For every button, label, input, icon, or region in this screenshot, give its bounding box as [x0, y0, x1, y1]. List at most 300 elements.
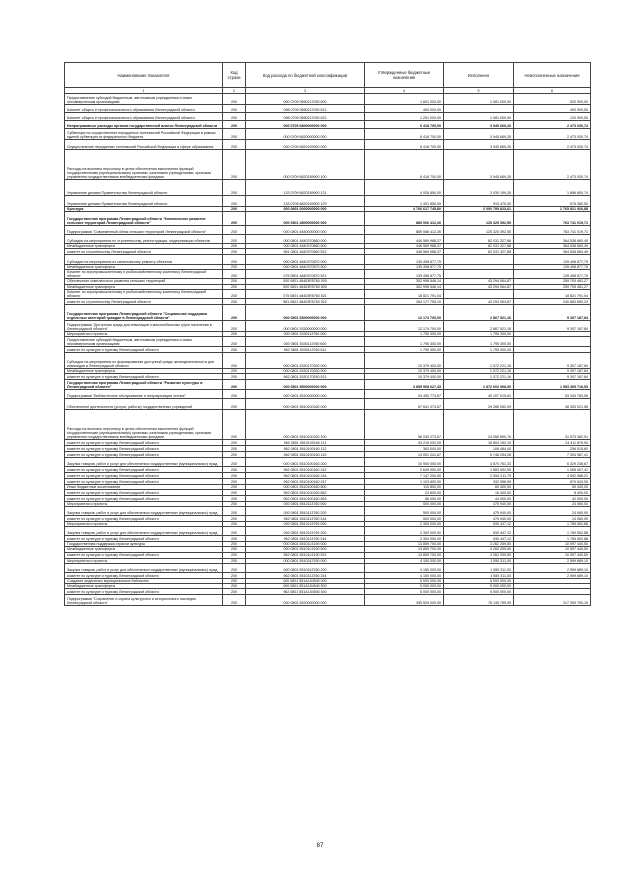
row-approved-amount: 4 766 617 745,80 — [365, 207, 444, 212]
row-line-code: 200 — [223, 352, 246, 368]
row-approved-amount: 1 103 800,00 — [365, 479, 444, 485]
row-approved-amount: 139 498 877,75 — [365, 265, 444, 270]
row-classification-code: 962 0801 5510100160 852 — [246, 490, 365, 496]
row-line-code: 200 — [223, 563, 246, 572]
row-line-code: 200 — [223, 485, 246, 490]
row-name: комитет по культуре и туризму Ленинградской области — [65, 446, 223, 452]
row-name: комитет по культуре и туризму Ленинградской области — [65, 552, 223, 558]
row-line-code: 200 — [223, 594, 246, 605]
row-classification-code: 962 0801 5510313760 244 — [246, 572, 365, 578]
row-unexecuted-amount: 4 592 988,21 — [514, 473, 591, 479]
row-line-code: 200 — [223, 207, 246, 212]
row-name: Подпрограмма "Библиотечное обслуживание и популяризация чтения" — [65, 390, 223, 399]
row-name: комитет по строительству Ленинградской области — [65, 298, 223, 304]
row-line-code: 200 — [223, 150, 246, 180]
table-row — [65, 105, 591, 113]
row-classification-code: 000 0801 0000000000 000 — [246, 207, 365, 212]
table-row — [65, 563, 591, 572]
row-classification-code: 075 0801 48403R5760 521 — [246, 289, 365, 298]
row-name: Комитет общего и профессионального образования Ленинградской области — [65, 105, 223, 113]
row-unexecuted-amount: 400 000,00 — [514, 105, 591, 113]
table-row — [65, 380, 591, 390]
row-approved-amount: 302 998 546,14 — [365, 279, 444, 284]
row-line-code: 200 — [223, 331, 246, 336]
row-line-code: 200 — [223, 129, 246, 140]
row-executed-amount: 106 484,40 — [444, 446, 514, 452]
row-name: Субсидии на мероприятия по строительству, реконструкции, модернизации объектов — [65, 235, 223, 244]
table-row — [65, 226, 591, 235]
row-line-code: 200 — [223, 298, 246, 304]
row-unexecuted-amount: 1 065 407,41 — [514, 467, 591, 473]
row-unexecuted-amount: 10 597 440,50 — [514, 542, 591, 547]
row-executed-amount: 475 940,00 — [444, 507, 514, 516]
row-unexecuted-amount: 9 307 187,84 — [514, 304, 591, 320]
row-approved-amount: 2 300 000,00 — [365, 536, 444, 542]
table-row — [65, 235, 591, 244]
row-line-code: 200 — [223, 527, 246, 536]
row-executed-amount: 1 550 311,00 — [444, 558, 514, 563]
row-line-code: 200 — [223, 572, 246, 578]
row-executed-amount: 4 570 761,33 — [444, 458, 514, 467]
row-executed-amount: 125 325 392,55 — [444, 212, 514, 226]
row-unexecuted-amount: 259 705 481,27 — [514, 279, 591, 284]
row-classification-code: 133 0709 6820159900 129 — [246, 196, 365, 207]
row-executed-amount: 1 081 000,00 — [444, 94, 514, 105]
row-classification-code: 000 0801 5500000000 000 — [246, 380, 365, 390]
row-unexecuted-amount: 2 599 689,10 — [514, 572, 591, 578]
table-row — [65, 94, 591, 105]
row-classification-code: 000 0709 0650213760 600 — [246, 94, 365, 105]
row-name: комитет по культуре и туризму Ленинградской области — [65, 346, 223, 352]
row-unexecuted-amount: 364 538 660,49 — [514, 249, 591, 255]
row-executed-amount: 475 940,00 — [444, 516, 514, 522]
row-executed-amount: 2 867 521,16 — [444, 320, 514, 331]
row-approved-amount: 6 418 700,00 — [365, 150, 444, 180]
row-name: Комитет по агропромышленному и рыбохозяйственному комплексу Ленинградской области — [65, 270, 223, 279]
row-classification-code: 000 0801 4840370870 500 — [246, 265, 365, 270]
row-name: Государственная поддержка отрасли культуры — [65, 542, 223, 547]
row-approved-amount: 500 000,00 — [365, 502, 444, 507]
row-unexecuted-amount: 139 498 877,75 — [514, 255, 591, 265]
row-unexecuted-amount: 120 000,00 — [514, 113, 591, 121]
row-line-code: 200 — [223, 588, 246, 594]
row-approved-amount: 500 000,00 — [365, 507, 444, 516]
row-approved-amount: 4 150 000,00 — [365, 572, 444, 578]
row-line-code: 200 — [223, 547, 246, 552]
row-classification-code: 000 0709 6820000000 000 — [246, 129, 365, 140]
row-classification-code: 000 0801 5510113760 000 — [246, 502, 365, 507]
row-line-code: 200 — [223, 374, 246, 380]
row-line-code: 200 — [223, 410, 246, 440]
table-row — [65, 121, 591, 129]
row-executed-amount: 530 447,12 — [444, 522, 514, 527]
table-row — [65, 336, 591, 346]
row-approved-amount: 1 795 300,00 — [365, 346, 444, 352]
row-name: Подпрограмма "Доступная среда для инвалидов и маломобильных групп населения в Ленинградской области" — [65, 320, 223, 331]
row-approved-amount: 1 601 000,00 — [365, 94, 444, 105]
row-classification-code: 962 0801 5330170930 521 — [246, 374, 365, 380]
table-row — [65, 150, 591, 180]
row-approved-amount: 5 000 000,00 — [365, 578, 444, 583]
row-classification-code: 000 0709 6800000000 000 — [246, 121, 365, 129]
row-unexecuted-amount: 576 380,00 — [514, 196, 591, 207]
row-classification-code: 000 0801 4840370860 500 — [246, 244, 365, 249]
row-executed-amount: 1 550 311,00 — [444, 572, 514, 578]
row-line-code: 200 — [223, 279, 246, 284]
row-name: Межбюджетные трансферты — [65, 547, 223, 552]
row-approved-amount: 10 900 000,00 — [365, 458, 444, 467]
row-classification-code: 962 0801 5510113760 244 — [246, 516, 365, 522]
row-approved-amount: 2 300 000,00 — [365, 522, 444, 527]
row-line-code: 200 — [223, 320, 246, 331]
row-name: Государственная программа Ленинградской области "Развитие культуры в Ленинградской области" — [65, 380, 223, 390]
row-unexecuted-amount: 24 060,00 — [514, 502, 591, 507]
row-line-code: 200 — [223, 496, 246, 502]
row-approved-amount: 7 147 200,00 — [365, 473, 444, 479]
row-name: Подпрограмма "Современный облик сельских территорий Ленинградской области" — [65, 226, 223, 235]
row-executed-amount: 18 804 152,10 — [444, 440, 514, 446]
row-unexecuted-amount: 2 599 689,10 — [514, 563, 591, 572]
row-unexecuted-amount: 8 400,00 — [514, 490, 591, 496]
row-unexecuted-amount — [514, 336, 591, 346]
row-name: Расходы на выплаты персоналу в целях обеспечения выполнения функций государственными (муниципальными) органами, казенными учреждениями, органами управления государственными внебюджетными фондами — [65, 150, 223, 180]
row-unexecuted-amount: 1 769 552,88 — [514, 536, 591, 542]
table-header — [65, 63, 591, 94]
row-classification-code: 000 0801 5510000000 000 — [246, 390, 365, 399]
row-line-code: 200 — [223, 516, 246, 522]
row-name: Создание модельных муниципальных библиотек — [65, 578, 223, 583]
row-approved-amount: 86 000,00 — [365, 496, 444, 502]
row-line-code: 200 — [223, 368, 246, 373]
row-unexecuted-amount: 139 498 877,75 — [514, 265, 591, 270]
row-name: Осуществление переданных полномочий Российской Федерации в сфере образования — [65, 140, 223, 150]
row-line-code: 200 — [223, 94, 246, 105]
row-name: комитет по культуре и туризму Ленинградской области — [65, 473, 223, 479]
row-approved-amount: 1 795 300,00 — [365, 336, 444, 346]
row-executed-amount: 3 945 669,26 — [444, 121, 514, 129]
row-unexecuted-amount: 763 741 019,71 — [514, 212, 591, 226]
row-line-code: 200 — [223, 536, 246, 542]
row-line-code: 200 — [223, 304, 246, 320]
row-line-code: 200 — [223, 558, 246, 563]
row-executed-amount: 82 031 327,88 — [444, 244, 514, 249]
row-line-code: 200 — [223, 507, 246, 516]
row-executed-amount: 5 746 254,26 — [444, 452, 514, 458]
row-executed-amount: 43 294 064,87 — [444, 298, 514, 304]
row-name: комитет по культуре и туризму Ленинградской области — [65, 479, 223, 485]
row-name: Субвенции на осуществление переданных полномочий Российской Федерации в рамках единой субвенции из федерального бюджета — [65, 129, 223, 140]
row-executed-amount: 3 945 669,26 — [444, 150, 514, 180]
row-classification-code: 962 0801 5510100160 853 — [246, 496, 365, 502]
row-executed-amount: 1 081 000,00 — [444, 113, 514, 121]
row-line-code: 200 — [223, 390, 246, 399]
table-row — [65, 390, 591, 399]
row-executed-amount — [444, 289, 514, 298]
budget-report-sheet — [64, 62, 590, 606]
column-number: 5 — [444, 88, 514, 94]
row-unexecuted-amount: 10 597 440,50 — [514, 547, 591, 552]
table-row — [65, 212, 591, 226]
table-row — [65, 320, 591, 331]
header-classification: Код расхода по бюджетной классификации — [246, 63, 365, 88]
row-unexecuted-amount: 364 538 660,49 — [514, 235, 591, 244]
row-executed-amount: 1 795 300,00 — [444, 346, 514, 352]
row-classification-code: 000 0801 5330113760 600 — [246, 336, 365, 346]
row-executed-amount: 5 000 000,00 — [444, 588, 514, 594]
column-number: 3 — [246, 88, 365, 94]
row-executed-amount: 78 135 799,05 — [444, 594, 514, 605]
row-classification-code: 962 0801 5510100160 111 — [246, 440, 365, 446]
page-number: 87 — [316, 843, 324, 849]
row-approved-amount: 4 926 850,00 — [365, 180, 444, 196]
budget-execution-table — [64, 62, 591, 606]
row-name: Управление делами Правительства Ленинградской области — [65, 196, 223, 207]
row-approved-amount: 10 379 400,00 — [365, 368, 444, 373]
row-approved-amount: 1 201 000,00 — [365, 113, 444, 121]
row-classification-code: 962 0801 5330113760 611 — [246, 346, 365, 352]
row-executed-amount: 475 940,00 — [444, 502, 514, 507]
row-approved-amount: 13 859 700,00 — [365, 547, 444, 552]
header-unexecuted: Неисполненные назначения — [514, 63, 591, 88]
row-unexecuted-amount: 18 821 791,04 — [514, 289, 591, 298]
row-executed-amount: 1 583 592,59 — [444, 467, 514, 473]
row-name: комитет по культуре и туризму Ленинградской области — [65, 490, 223, 496]
row-classification-code: 000 0801 5510313760 200 — [246, 563, 365, 572]
row-classification-code: 000 0801 4840370870 000 — [246, 255, 365, 265]
row-classification-code: 962 0801 5510100160 112 — [246, 446, 365, 452]
row-unexecuted-amount: 9 307 187,84 — [514, 320, 591, 331]
row-approved-amount: 10 379 400,00 — [365, 352, 444, 368]
row-classification-code: 000 0801 5510113790 200 — [246, 527, 365, 536]
row-name: Мероприятия и проекты — [65, 502, 223, 507]
row-name: Мероприятия и проекты — [65, 331, 223, 336]
row-name: Межбюджетные трансферты — [65, 265, 223, 270]
row-name: Расходы на выплаты персоналу в целях обеспечения выполнения функций государственными (муниципальными) органами, казенными учреждениями, органами управления государственными внебюджетными фондами — [65, 410, 223, 440]
row-approved-amount: 284 177 755,10 — [365, 298, 444, 304]
row-approved-amount: 2 649 000,00 — [365, 467, 444, 473]
table-row — [65, 527, 591, 536]
table-row — [65, 594, 591, 605]
row-line-code: 200 — [223, 479, 246, 485]
row-name: Закупка товаров, работ и услуг для обеспечения государственных (муниципальных) нужд — [65, 507, 223, 516]
row-executed-amount: 16 400,00 — [444, 490, 514, 496]
row-unexecuted-amount: 139 498 877,75 — [514, 270, 591, 279]
row-unexecuted-amount: 9 307 187,84 — [514, 352, 591, 368]
row-executed-amount: 3 262 259,50 — [444, 552, 514, 558]
row-executed-amount: 24 056 890,76 — [444, 410, 514, 440]
row-executed-amount: 432 956,95 — [444, 479, 514, 485]
row-approved-amount: 24 800,00 — [365, 490, 444, 496]
row-line-code: 200 — [223, 399, 246, 410]
row-executed-amount: 1 795 300,00 — [444, 336, 514, 346]
row-name: комитет по культуре и туризму Ленинградской области — [65, 374, 223, 380]
row-classification-code: 981 0801 48403R5760 522 — [246, 298, 365, 304]
row-line-code: 200 — [223, 105, 246, 113]
row-executed-amount: 1 072 221,16 — [444, 374, 514, 380]
row-classification-code: 000 0801 55101L5190 500 — [246, 547, 365, 552]
row-line-code: 200 — [223, 284, 246, 289]
row-executed-amount: 1 072 221,16 — [444, 368, 514, 373]
row-name: Комитет по агропромышленному и рыбохозяйственному комплексу Ленинградской области — [65, 289, 223, 298]
row-unexecuted-amount: 9 307 187,84 — [514, 368, 591, 373]
row-executed-amount: 5 000 000,00 — [444, 578, 514, 583]
row-executed-amount: 915 470,00 — [444, 196, 514, 207]
row-line-code: 200 — [223, 270, 246, 279]
header-executed: Исполнено — [444, 63, 514, 88]
row-name: комитет по культуре и туризму Ленинградской области — [65, 452, 223, 458]
row-line-code: 200 — [223, 473, 246, 479]
row-approved-amount: 302 998 546,14 — [365, 284, 444, 289]
row-line-code: 200 — [223, 346, 246, 352]
row-executed-amount: 530 447,12 — [444, 527, 514, 536]
row-unexecuted-amount: 38 353 021,58 — [514, 399, 591, 410]
row-name: комитет по культуре и туризму Ленинградской области — [65, 536, 223, 542]
row-executed-amount: 44 000,00 — [444, 496, 514, 502]
row-executed-amount: 5 000 000,00 — [444, 583, 514, 588]
row-classification-code: 981 0801 4840370860 522 — [246, 249, 365, 255]
table-row — [65, 352, 591, 368]
row-executed-amount: 3 262 259,50 — [444, 547, 514, 552]
header-line-code: Код строки — [223, 63, 246, 88]
row-executed-amount: 40 107 010,61 — [444, 390, 514, 399]
row-line-code: 200 — [223, 196, 246, 207]
row-approved-amount: 5 000 000,00 — [365, 583, 444, 588]
row-line-code: 200 — [223, 249, 246, 255]
row-approved-amount: 446 569 988,37 — [365, 244, 444, 249]
row-executed-amount: 82 031 327,88 — [444, 249, 514, 255]
row-line-code: 200 — [223, 255, 246, 265]
row-approved-amount: 56 030 273,67 — [365, 410, 444, 440]
table-row — [65, 140, 591, 150]
row-name: Государственная программа Ленинградской области "Социальная поддержка отдельных категорий граждан в Ленинградской области" — [65, 304, 223, 320]
row-classification-code: 000 0801 4800000000 000 — [246, 212, 365, 226]
row-unexecuted-amount: 670 843,05 — [514, 479, 591, 485]
row-approved-amount: 5 000 000,00 — [365, 588, 444, 594]
row-unexecuted-amount: 256 515,60 — [514, 446, 591, 452]
row-unexecuted-amount: 520 000,00 — [514, 94, 591, 105]
row-name: комитет по культуре и туризму Ленинградской области — [65, 572, 223, 578]
row-executed-amount: 43 294 064,87 — [444, 284, 514, 289]
row-classification-code: 000 0801 5510100160 200 — [246, 458, 365, 467]
row-classification-code: 962 0801 5510113790 244 — [246, 536, 365, 542]
row-name: Межбюджетные трансферты — [65, 583, 223, 588]
row-executed-amount: 1 550 311,00 — [444, 563, 514, 572]
row-line-code: 200 — [223, 467, 246, 473]
row-approved-amount: 2 300 000,00 — [365, 527, 444, 536]
row-unexecuted-amount: 1 983 365 718,53 — [514, 380, 591, 390]
row-classification-code: 000 0801 5510100160 800 — [246, 485, 365, 490]
row-classification-code: 098 0709 0650213760 612 — [246, 105, 365, 113]
row-approved-amount: 13 051 241,67 — [365, 452, 444, 458]
row-approved-amount: 395 529 000,00 — [365, 594, 444, 605]
row-executed-amount: 3 030 199,26 — [444, 180, 514, 196]
table-row — [65, 196, 591, 207]
row-name: Непрограммные расходы органов государственной власти Ленинградской области — [65, 121, 223, 129]
row-line-code: 200 — [223, 265, 246, 270]
row-executed-amount: 43 294 064,87 — [444, 279, 514, 284]
row-classification-code: 000 0801 48403R5760 000 — [246, 279, 365, 284]
row-line-code: 200 — [223, 578, 246, 583]
row-line-code: 200 — [223, 380, 246, 390]
row-name: Субсидии на мероприятия по формированию доступной среды жизнедеятельности для инвалидов в Ленинградской области — [65, 352, 223, 368]
row-unexecuted-amount: 240 883 690,23 — [514, 298, 591, 304]
row-classification-code: 962 0801 551A154540 540 — [246, 588, 365, 594]
row-approved-amount: 67 641 073,67 — [365, 399, 444, 410]
row-classification-code: 000 0801 551A154540 500 — [246, 583, 365, 588]
row-line-code: 200 — [223, 212, 246, 226]
row-classification-code: 000 0801 551A154540 000 — [246, 578, 365, 583]
row-unexecuted-amount: 317 393 700,15 — [514, 594, 591, 605]
row-name: комитет по строительству Ленинградской области — [65, 249, 223, 255]
row-line-code: 200 — [223, 289, 246, 298]
row-name: Иные бюджетные ассигнования — [65, 485, 223, 490]
row-classification-code: 075 0801 4840370870 521 — [246, 270, 365, 279]
row-line-code: 200 — [223, 583, 246, 588]
row-classification-code: 000 0801 5510313760 000 — [246, 558, 365, 563]
row-executed-amount: 3 945 669,26 — [444, 140, 514, 150]
column-number: 4 — [365, 88, 444, 94]
row-approved-amount: 110 800,00 — [365, 485, 444, 490]
row-line-code: 200 — [223, 446, 246, 452]
row-classification-code: 000 0801 5520000000 000 — [246, 594, 365, 605]
row-name: комитет по культуре и туризму Ленинградской области — [65, 588, 223, 594]
row-executed-amount: 3 945 669,26 — [444, 129, 514, 140]
row-unexecuted-amount: 2 599 689,10 — [514, 558, 591, 563]
row-name: Подпрограмма "Сохранение и охрана культурного и исторического наследия Ленинградской области" — [65, 594, 223, 605]
row-line-code: 200 — [223, 490, 246, 496]
row-approved-amount: 363 000,00 — [365, 446, 444, 452]
row-unexecuted-amount: 24 060,00 — [514, 516, 591, 522]
row-executed-amount — [444, 105, 514, 113]
row-name: комитет по культуре и туризму Ленинградской области — [65, 440, 223, 446]
row-name: Обеспечение деятельности (услуги, работы) государственных учреждений — [65, 399, 223, 410]
row-approved-amount: 6 418 700,00 — [365, 140, 444, 150]
row-unexecuted-amount: 24 411 879,90 — [514, 440, 591, 446]
row-executed-amount: 1 872 602 908,90 — [444, 380, 514, 390]
table-row — [65, 507, 591, 516]
row-line-code: 200 — [223, 552, 246, 558]
row-approved-amount: 446 569 988,37 — [365, 249, 444, 255]
row-line-code: 200 — [223, 542, 246, 547]
row-name: Культура — [65, 207, 223, 212]
row-approved-amount: 139 498 877,75 — [365, 270, 444, 279]
row-unexecuted-amount: 2 473 030,74 — [514, 150, 591, 180]
row-unexecuted-amount: 6 329 238,67 — [514, 458, 591, 467]
row-line-code: 200 — [223, 121, 246, 129]
row-classification-code: 133 0709 6820159900 121 — [246, 180, 365, 196]
row-executed-amount: 29 288 052,09 — [444, 399, 514, 410]
row-classification-code: 000 0801 48403R5760 500 — [246, 284, 365, 289]
row-approved-amount: 13 859 700,00 — [365, 542, 444, 547]
row-line-code: 200 — [223, 140, 246, 150]
row-approved-amount: 10 379 400,00 — [365, 374, 444, 380]
row-executed-amount: 1 795 300,00 — [444, 331, 514, 336]
row-approved-amount: 139 498 877,75 — [365, 255, 444, 265]
column-number: 2 — [223, 88, 246, 94]
row-classification-code: 000 0801 5330170930 500 — [246, 368, 365, 373]
row-unexecuted-amount: 10 597 440,50 — [514, 552, 591, 558]
row-name: Межбюджетные трансферты — [65, 368, 223, 373]
row-name: Закупка товаров, работ и услуг для обеспечения государственных (муниципальных) нужд — [65, 527, 223, 536]
row-approved-amount: 889 066 412,26 — [365, 226, 444, 235]
table-row — [65, 129, 591, 140]
row-name: Мероприятия и проекты — [65, 558, 223, 563]
row-approved-amount: 18 821 791,04 — [365, 289, 444, 298]
row-classification-code: 000 0801 5330113760 000 — [246, 331, 365, 336]
row-line-code: 200 — [223, 244, 246, 249]
table-body — [65, 94, 591, 606]
header-name: Наименование показателя — [65, 63, 223, 88]
